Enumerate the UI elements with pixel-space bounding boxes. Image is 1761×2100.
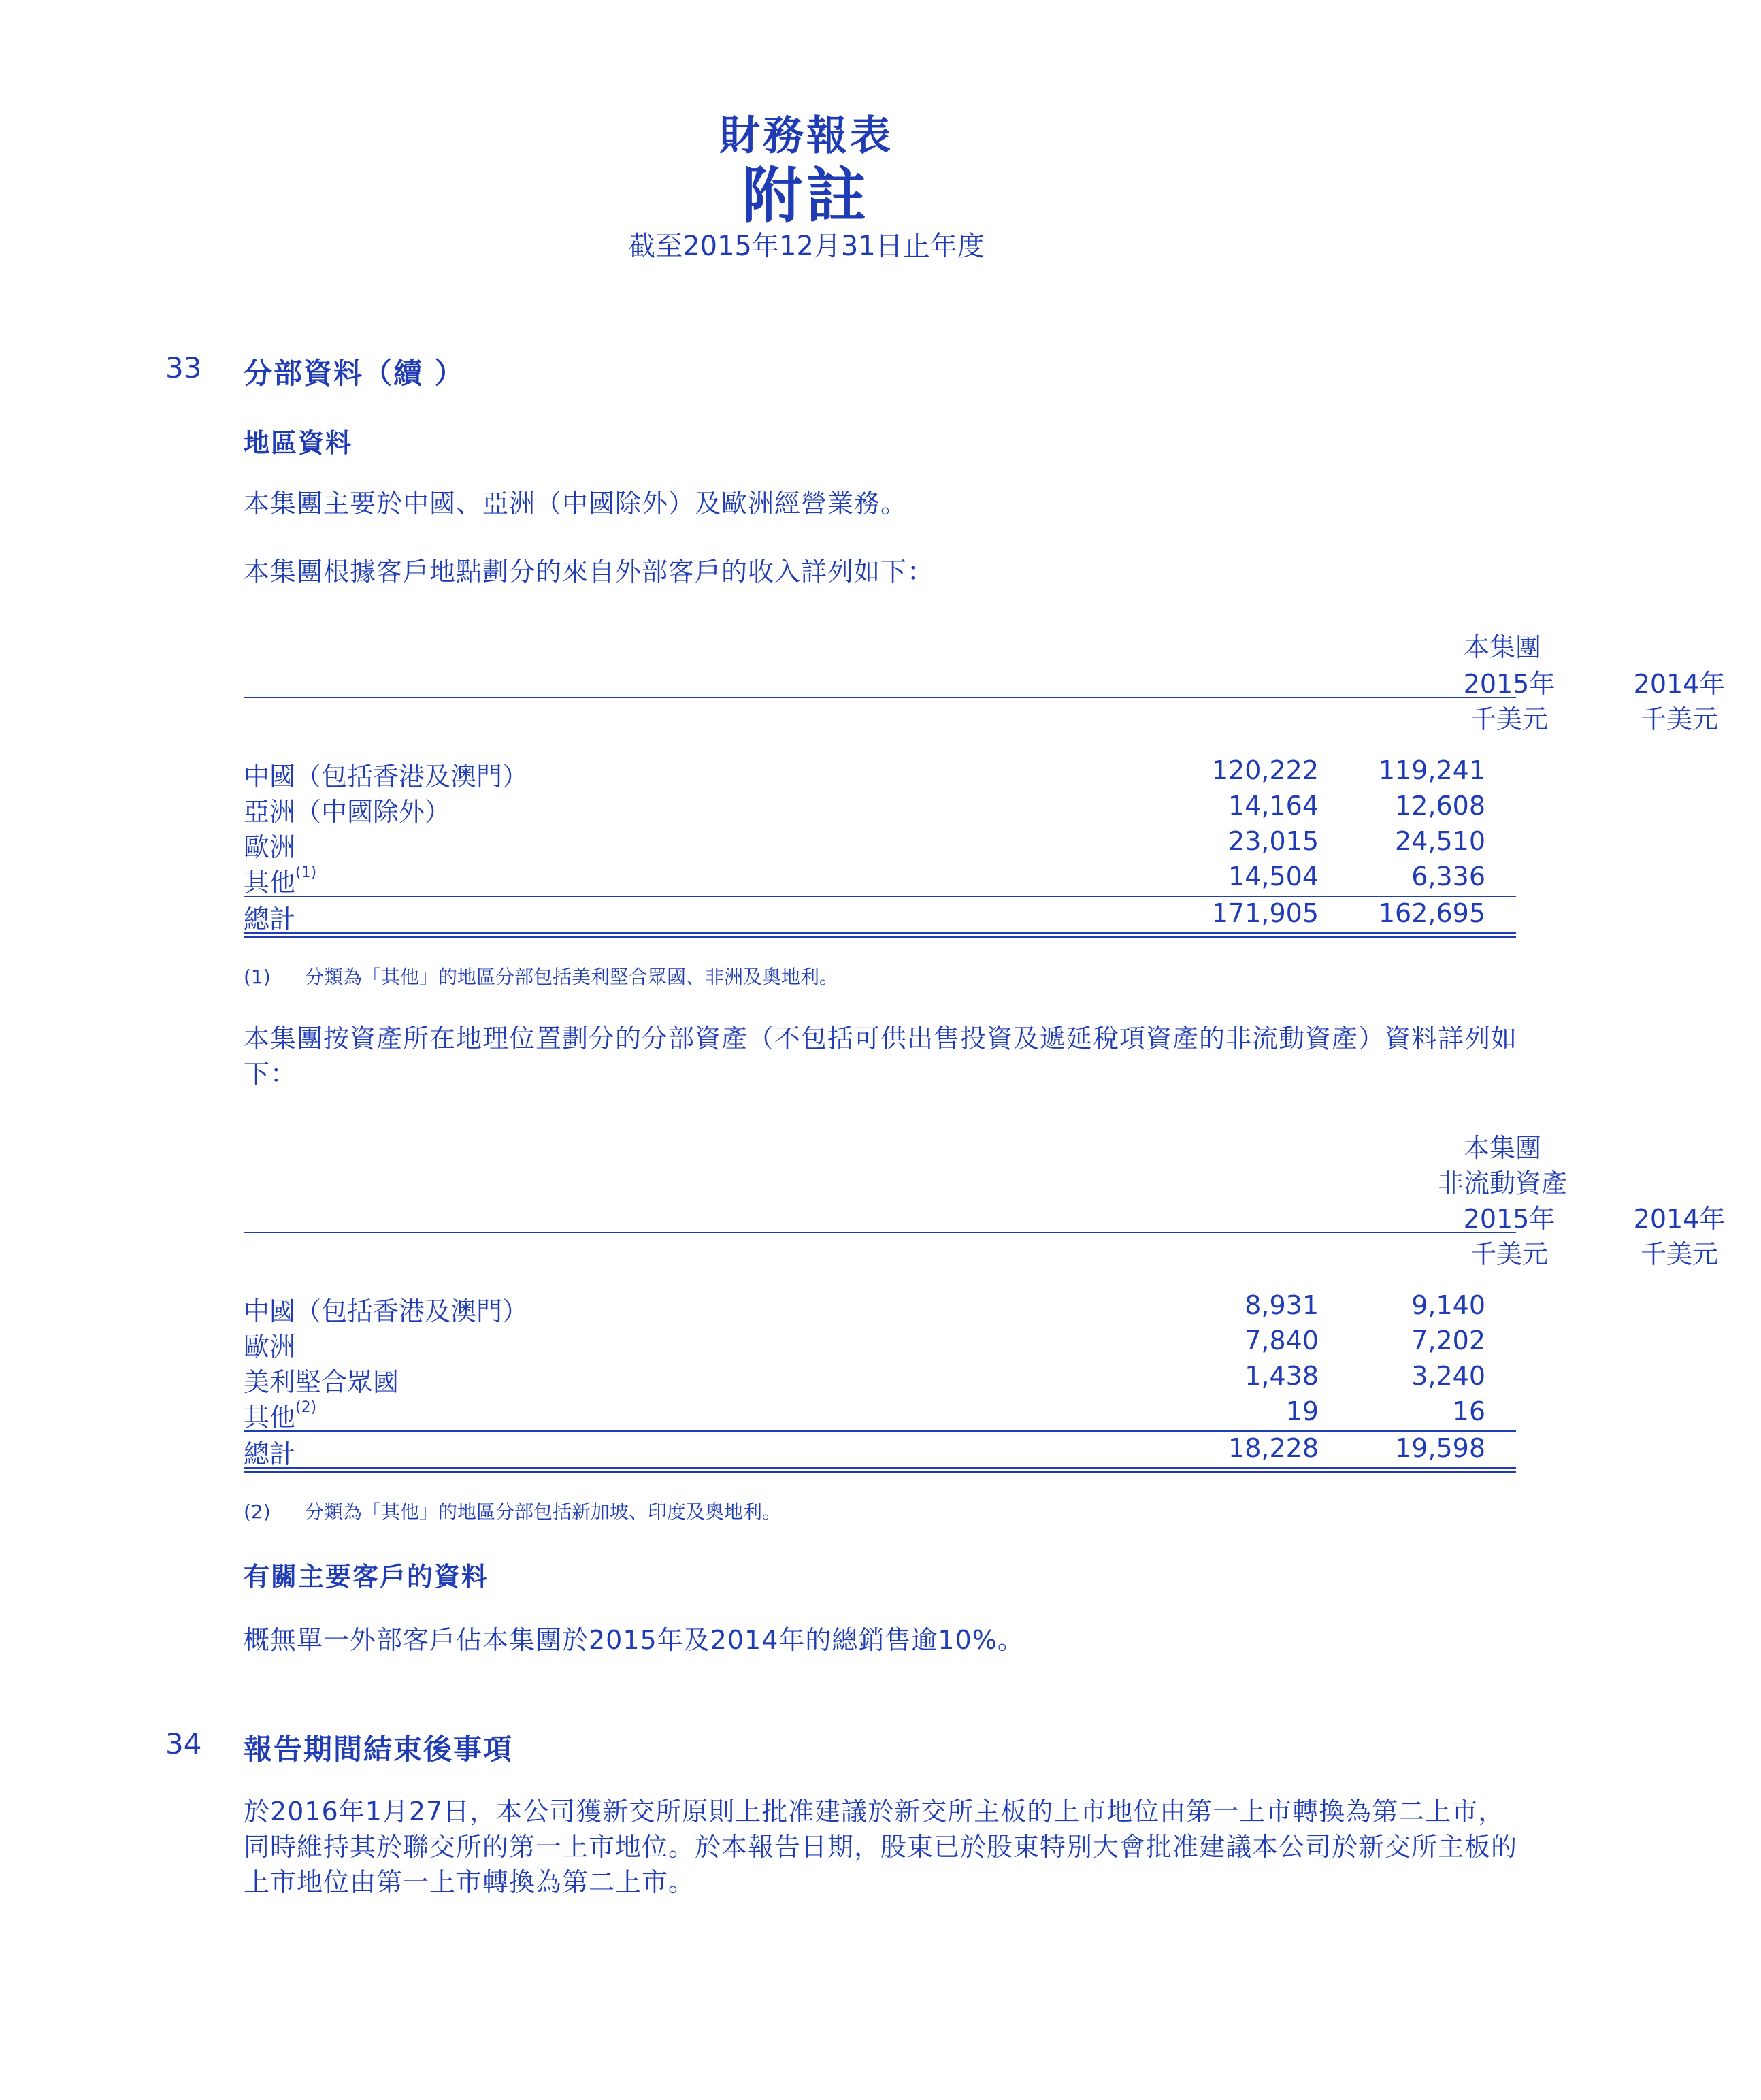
value-2015: 23,015 [1228, 826, 1319, 856]
total-label: 總計 [244, 904, 296, 934]
table-row [244, 1290, 1516, 1326]
section-33-number: 33 [165, 351, 202, 384]
geographic-intro-paragraph: 本集團主要於中國、亞洲（中國除外）及歐洲經營業務。 [244, 489, 908, 519]
column-header-2015: 2015年 [1463, 669, 1556, 699]
table-header-rule [244, 1232, 1516, 1233]
major-customers-paragraph: 概無單一外部客戶佔本集團於2015年及2014年的總銷售逾10%。 [244, 1625, 1024, 1655]
column-header-2014: 2014年 [1633, 1204, 1726, 1234]
value-2015: 7,840 [1245, 1326, 1319, 1356]
total-double-rule [244, 932, 1516, 938]
geographic-info-heading: 地區資料 [244, 428, 353, 458]
page-header-title: 財務報表 [719, 112, 893, 160]
table-row [244, 826, 1516, 862]
total-2015: 18,228 [1228, 1433, 1319, 1463]
total-2014: 19,598 [1395, 1433, 1485, 1463]
footnote-ref: (1) [295, 864, 317, 881]
section-33-title: 分部資料（續 ） [244, 357, 465, 390]
table-header-rule [244, 697, 1516, 698]
table-row [244, 862, 1516, 897]
row-label: 其他$^{(1)}$ [244, 864, 317, 898]
column-unit-2015: 千美元 [1470, 704, 1548, 734]
table-group-header: 本集團 [1463, 1133, 1541, 1163]
value-2014: 24,510 [1395, 826, 1485, 856]
table-total-row [244, 1433, 1516, 1469]
value-2015: 1,438 [1245, 1361, 1319, 1391]
table-row [244, 1361, 1516, 1396]
value-2014: 119,241 [1378, 755, 1485, 785]
table-row [244, 1326, 1516, 1361]
total-2015: 171,905 [1211, 898, 1319, 928]
subtotal-rule [244, 1430, 1516, 1432]
value-2015: 14,164 [1228, 791, 1319, 821]
value-2014: 9,140 [1411, 1290, 1485, 1320]
subsequent-events-paragraph: 於2016年1月27日，本公司獲新交所原則上批准建議於新交所主板的上市地位由第一上市轉換為第二上市，同時維持其於聯交所的第一上市地位。於本報告日期，股東已於股東特別大會批准建議本公司於新交所主板的上市地位由第一上市轉換為第二上市。 [244, 1797, 1518, 1897]
assets-intro-paragraph: 本集團按資產所在地理位置劃分的分部資產（不包括可供出售投資及遞延稅項資產的非流動資產）資料詳列如下： [244, 1023, 1518, 1089]
column-header-2015: 2015年 [1463, 1204, 1556, 1234]
value-2014: 16 [1452, 1396, 1485, 1426]
footnote-number: (1) [244, 966, 271, 988]
total-label: 總計 [244, 1439, 296, 1469]
table-total-row [244, 898, 1516, 934]
value-2015: 120,222 [1211, 755, 1319, 785]
page-header-period: 截至2015年12月31日止年度 [628, 231, 985, 262]
revenue-intro-paragraph: 本集團根據客戶地點劃分的來自外部客戶的收入詳列如下： [244, 557, 934, 587]
value-2015: 14,504 [1228, 862, 1319, 891]
footnote-1 [244, 962, 838, 989]
footnote-ref: (2) [295, 1399, 317, 1416]
table-subgroup-header: 非流動資產 [1437, 1168, 1567, 1198]
section-34-title: 報告期間結束後事項 [244, 1733, 514, 1766]
row-label: 亞洲（中國除外） [244, 797, 451, 827]
column-unit-2014: 千美元 [1640, 1239, 1718, 1269]
total-double-rule [244, 1467, 1516, 1473]
column-unit-2014: 千美元 [1640, 704, 1718, 734]
table-group-header: 本集團 [1463, 632, 1541, 662]
section-34-number: 34 [165, 1727, 202, 1760]
footnote-number: (2) [244, 1500, 271, 1523]
table-row [244, 755, 1516, 791]
footnote-text: 分類為「其他」的地區分部包括新加坡、印度及奧地利。 [305, 1500, 782, 1523]
value-2015: 8,931 [1245, 1290, 1319, 1320]
major-customers-heading: 有關主要客戶的資料 [244, 1562, 489, 1592]
total-2014: 162,695 [1378, 898, 1485, 928]
table-row [244, 791, 1516, 826]
subtotal-rule [244, 896, 1516, 897]
row-label: 中國（包括香港及澳門） [244, 761, 529, 791]
value-2014: 12,608 [1395, 791, 1485, 821]
value-2014: 6,336 [1411, 862, 1485, 891]
footnote-2 [244, 1497, 781, 1524]
row-label: 美利堅合眾國 [244, 1367, 399, 1397]
value-2015: 19 [1285, 1396, 1319, 1426]
value-2014: 3,240 [1411, 1361, 1485, 1391]
row-label: 歐洲 [244, 1332, 296, 1362]
row-label: 中國（包括香港及澳門） [244, 1296, 529, 1326]
value-2014: 7,202 [1411, 1326, 1485, 1356]
column-header-2014: 2014年 [1633, 669, 1726, 699]
footnote-text: 分類為「其他」的地區分部包括美利堅合眾國、非洲及奧地利。 [305, 966, 839, 988]
row-label: 其他$^{(2)}$ [244, 1399, 317, 1432]
page-header-notes: 附註 [742, 161, 870, 231]
column-unit-2015: 千美元 [1470, 1239, 1548, 1269]
row-label: 歐洲 [244, 832, 296, 862]
table-row [244, 1396, 1516, 1432]
